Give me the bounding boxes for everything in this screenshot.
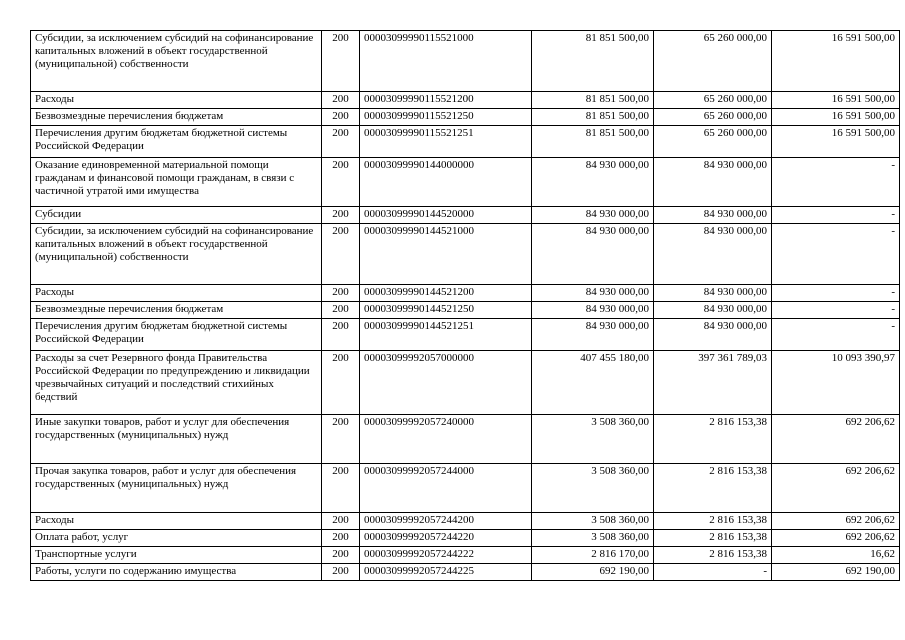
row-name: Иные закупки товаров, работ и услуг для обеспечения государственных (муниципальных) нужд	[31, 415, 322, 464]
row-approved-amount: 81 851 500,00	[532, 31, 654, 92]
row-name: Безвозмездные перечисления бюджетам	[31, 109, 322, 126]
table-row	[31, 92, 900, 109]
row-executed-amount: 84 930 000,00	[654, 224, 772, 285]
row-approved-amount: 3 508 360,00	[532, 415, 654, 464]
row-name: Субсидии	[31, 207, 322, 224]
row-executed-amount: 65 260 000,00	[654, 31, 772, 92]
row-unexecuted-amount: 16,62	[772, 547, 900, 564]
row-approved-amount: 81 851 500,00	[532, 92, 654, 109]
row-kbk: 00003099990144521200	[360, 285, 532, 302]
table-row	[31, 158, 900, 207]
table-row	[31, 31, 900, 92]
row-executed-amount: 65 260 000,00	[654, 92, 772, 109]
table-row	[31, 547, 900, 564]
row-name: Расходы	[31, 285, 322, 302]
row-unexecuted-amount: 16 591 500,00	[772, 31, 900, 92]
row-unexecuted-amount: -	[772, 319, 900, 351]
row-kbk: 00003099990144521251	[360, 319, 532, 351]
row-name: Субсидии, за исключением субсидий на софинансирование капитальных вложений в объект государственной (муниципальной) собственности	[31, 224, 322, 285]
table-row	[31, 564, 900, 581]
row-code: 200	[322, 109, 360, 126]
row-unexecuted-amount: 692 206,62	[772, 415, 900, 464]
row-code: 200	[322, 92, 360, 109]
row-executed-amount: 84 930 000,00	[654, 302, 772, 319]
row-name: Оказание единовременной материальной помощи гражданам и финансовой помощи гражданам, в связи с частичной утратой ими имущества	[31, 158, 322, 207]
row-approved-amount: 407 455 180,00	[532, 351, 654, 415]
row-approved-amount: 84 930 000,00	[532, 319, 654, 351]
row-approved-amount: 84 930 000,00	[532, 224, 654, 285]
row-approved-amount: 84 930 000,00	[532, 158, 654, 207]
row-approved-amount: 3 508 360,00	[532, 464, 654, 513]
row-kbk: 00003099990115521200	[360, 92, 532, 109]
row-approved-amount: 3 508 360,00	[532, 513, 654, 530]
row-executed-amount: 84 930 000,00	[654, 285, 772, 302]
table-row	[31, 302, 900, 319]
row-executed-amount: 2 816 153,38	[654, 530, 772, 547]
table-row	[31, 109, 900, 126]
row-code: 200	[322, 207, 360, 224]
row-kbk: 00003099992057244200	[360, 513, 532, 530]
row-executed-amount: -	[654, 564, 772, 581]
row-code: 200	[322, 224, 360, 285]
row-kbk: 00003099992057244000	[360, 464, 532, 513]
table-row	[31, 513, 900, 530]
row-approved-amount: 84 930 000,00	[532, 285, 654, 302]
row-unexecuted-amount: 692 206,62	[772, 530, 900, 547]
row-code: 200	[322, 564, 360, 581]
table-row	[31, 207, 900, 224]
row-unexecuted-amount: -	[772, 207, 900, 224]
row-kbk: 00003099992057000000	[360, 351, 532, 415]
table-row	[31, 464, 900, 513]
row-kbk: 00003099992057240000	[360, 415, 532, 464]
row-kbk: 00003099990115521251	[360, 126, 532, 158]
row-executed-amount: 397 361 789,03	[654, 351, 772, 415]
row-unexecuted-amount: -	[772, 302, 900, 319]
row-code: 200	[322, 464, 360, 513]
row-unexecuted-amount: 16 591 500,00	[772, 109, 900, 126]
table-row	[31, 126, 900, 158]
row-code: 200	[322, 126, 360, 158]
row-code: 200	[322, 319, 360, 351]
row-kbk: 00003099990144521000	[360, 224, 532, 285]
row-code: 200	[322, 158, 360, 207]
row-executed-amount: 2 816 153,38	[654, 415, 772, 464]
table-body	[31, 31, 900, 581]
row-unexecuted-amount: 692 206,62	[772, 513, 900, 530]
row-unexecuted-amount: 16 591 500,00	[772, 92, 900, 109]
row-code: 200	[322, 547, 360, 564]
row-executed-amount: 2 816 153,38	[654, 547, 772, 564]
row-unexecuted-amount: -	[772, 158, 900, 207]
row-kbk: 00003099990144520000	[360, 207, 532, 224]
row-approved-amount: 81 851 500,00	[532, 126, 654, 158]
row-name: Транспортные услуги	[31, 547, 322, 564]
row-name: Работы, услуги по содержанию имущества	[31, 564, 322, 581]
row-unexecuted-amount: 692 190,00	[772, 564, 900, 581]
row-unexecuted-amount: -	[772, 224, 900, 285]
row-executed-amount: 84 930 000,00	[654, 207, 772, 224]
row-name: Расходы за счет Резервного фонда Правительства Российской Федерации по предупреждению и ликвидации чрезвычайных ситуаций и последствий стихийных бедствий	[31, 351, 322, 415]
row-kbk: 00003099990115521000	[360, 31, 532, 92]
row-name: Безвозмездные перечисления бюджетам	[31, 302, 322, 319]
row-name: Перечисления другим бюджетам бюджетной системы Российской Федерации	[31, 319, 322, 351]
row-name: Оплата работ, услуг	[31, 530, 322, 547]
row-kbk: 00003099992057244220	[360, 530, 532, 547]
row-executed-amount: 2 816 153,38	[654, 464, 772, 513]
row-approved-amount: 2 816 170,00	[532, 547, 654, 564]
row-code: 200	[322, 530, 360, 547]
row-executed-amount: 84 930 000,00	[654, 319, 772, 351]
row-approved-amount: 81 851 500,00	[532, 109, 654, 126]
row-executed-amount: 65 260 000,00	[654, 109, 772, 126]
row-code: 200	[322, 415, 360, 464]
row-kbk: 00003099992057244225	[360, 564, 532, 581]
row-code: 200	[322, 285, 360, 302]
row-kbk: 00003099992057244222	[360, 547, 532, 564]
table-row	[31, 224, 900, 285]
row-unexecuted-amount: -	[772, 285, 900, 302]
budget-execution-table	[30, 30, 900, 581]
row-approved-amount: 84 930 000,00	[532, 302, 654, 319]
row-name: Субсидии, за исключением субсидий на софинансирование капитальных вложений в объект государственной (муниципальной) собственности	[31, 31, 322, 92]
row-executed-amount: 2 816 153,38	[654, 513, 772, 530]
row-executed-amount: 65 260 000,00	[654, 126, 772, 158]
row-executed-amount: 84 930 000,00	[654, 158, 772, 207]
row-name: Прочая закупка товаров, работ и услуг для обеспечения государственных (муниципальных) нужд	[31, 464, 322, 513]
row-code: 200	[322, 513, 360, 530]
row-name: Расходы	[31, 92, 322, 109]
row-approved-amount: 692 190,00	[532, 564, 654, 581]
row-unexecuted-amount: 16 591 500,00	[772, 126, 900, 158]
row-approved-amount: 84 930 000,00	[532, 207, 654, 224]
table-row	[31, 351, 900, 415]
table-row	[31, 530, 900, 547]
row-code: 200	[322, 302, 360, 319]
table-row	[31, 319, 900, 351]
row-kbk: 00003099990115521250	[360, 109, 532, 126]
row-name: Расходы	[31, 513, 322, 530]
table-row	[31, 415, 900, 464]
row-kbk: 00003099990144000000	[360, 158, 532, 207]
row-kbk: 00003099990144521250	[360, 302, 532, 319]
table-row	[31, 285, 900, 302]
row-approved-amount: 3 508 360,00	[532, 530, 654, 547]
row-code: 200	[322, 31, 360, 92]
row-code: 200	[322, 351, 360, 415]
row-unexecuted-amount: 692 206,62	[772, 464, 900, 513]
row-unexecuted-amount: 10 093 390,97	[772, 351, 900, 415]
row-name: Перечисления другим бюджетам бюджетной системы Российской Федерации	[31, 126, 322, 158]
